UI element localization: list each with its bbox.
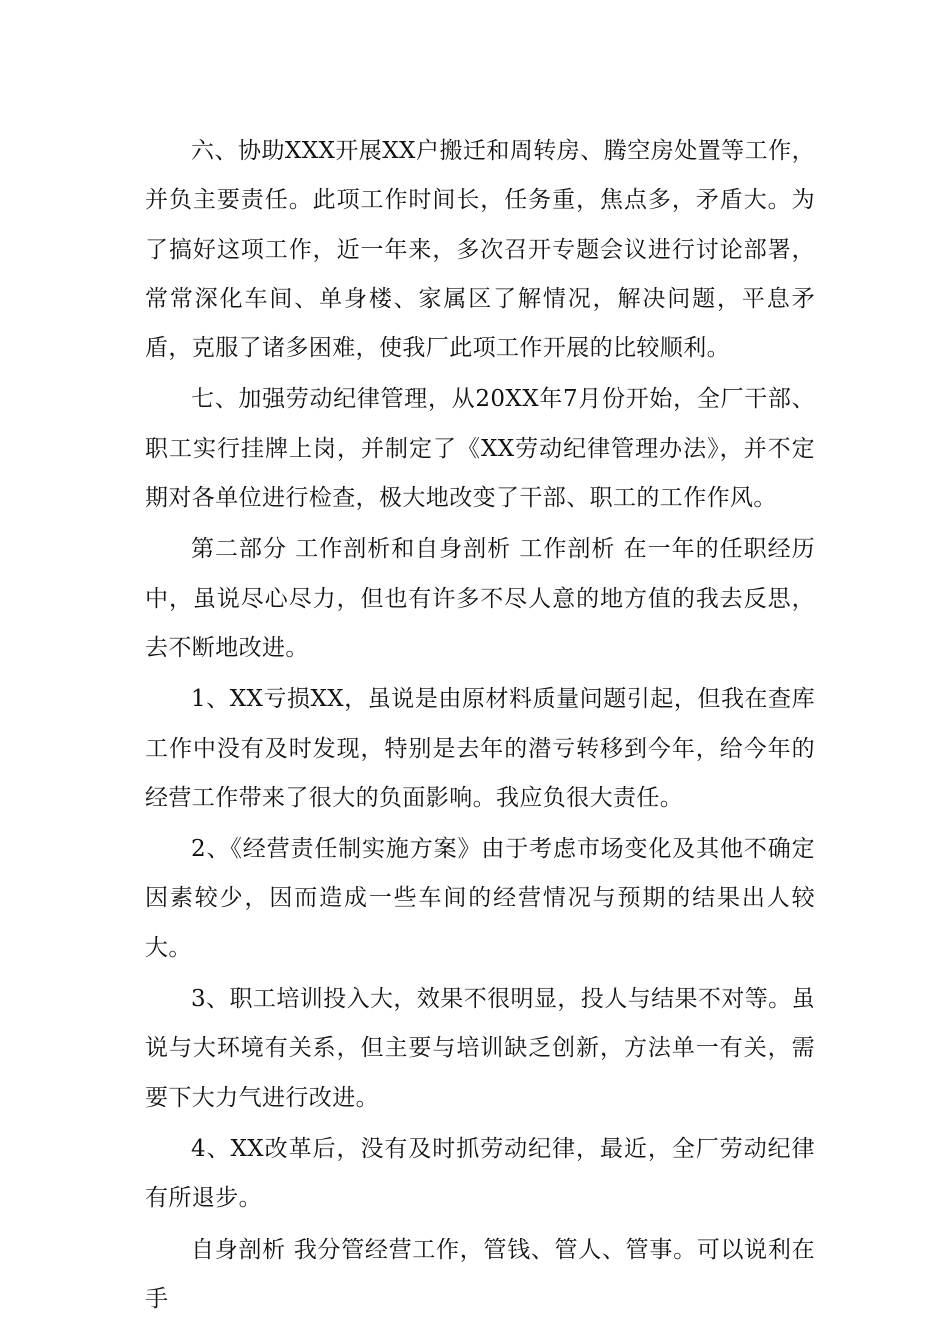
paragraph-6-relocation: 六、协助XXX开展XX户搬迁和周转房、腾空房处置等工作，并负主要责任。此项工作时间长，任务重，焦点多，矛盾大。为了搞好这项工作，近一年来，多次召开专题会议进行讨论部署，常常深化车间、单身楼、家属区了解情况，解决问题，平息矛盾，克服了诸多困难，使我厂此项工作开展的比较顺利。 [145, 138, 815, 362]
document-body [145, 127, 815, 1326]
paragraph-item-1: 1、XX亏损XX，虽说是由原材料质量问题引起，但我在查库工作中没有及时发现，特别是去年的潜亏转移到今年，给今年的经营工作带来了很大的负面影响。我应负很大责任。 [145, 686, 815, 811]
paragraph-item-4: 4、XX改革后，没有及时抓劳动纪律，最近，全厂劳动纪律有所退步。 [145, 1135, 815, 1212]
paragraph-item-3: 3、职工培训投入大，效果不很明显，投人与结果不对等。虽说与大环境有关系，但主要与培训缺乏创新，方法单一有关，需要下大力气进行改进。 [145, 986, 815, 1111]
paragraph-part-two-intro: 第二部分 工作剖析和自身剖析 工作剖析 在一年的任职经历中，虽说尽心尽力，但也有许多不尽人意的地方值的我去反思，去不断地改进。 [145, 536, 815, 661]
paragraph-self-analysis: 自身剖析 我分管经营工作，管钱、管人、管事。可以说利在手 [145, 1236, 815, 1312]
paragraph-item-2: 2、《经营责任制实施方案》由于考虑市场变化及其他不确定因素较少，因而造成一些车间的经营情况与预期的结果出人较大。 [145, 836, 815, 961]
paragraph-7-labor-discipline: 七、加强劳动纪律管理，从20XX年7月份开始，全厂干部、职工实行挂牌上岗，并制定了《XX劳动纪律管理办法》，并不定期对各单位进行检查，极大地改变了干部、职工的工作作风。 [145, 386, 815, 512]
